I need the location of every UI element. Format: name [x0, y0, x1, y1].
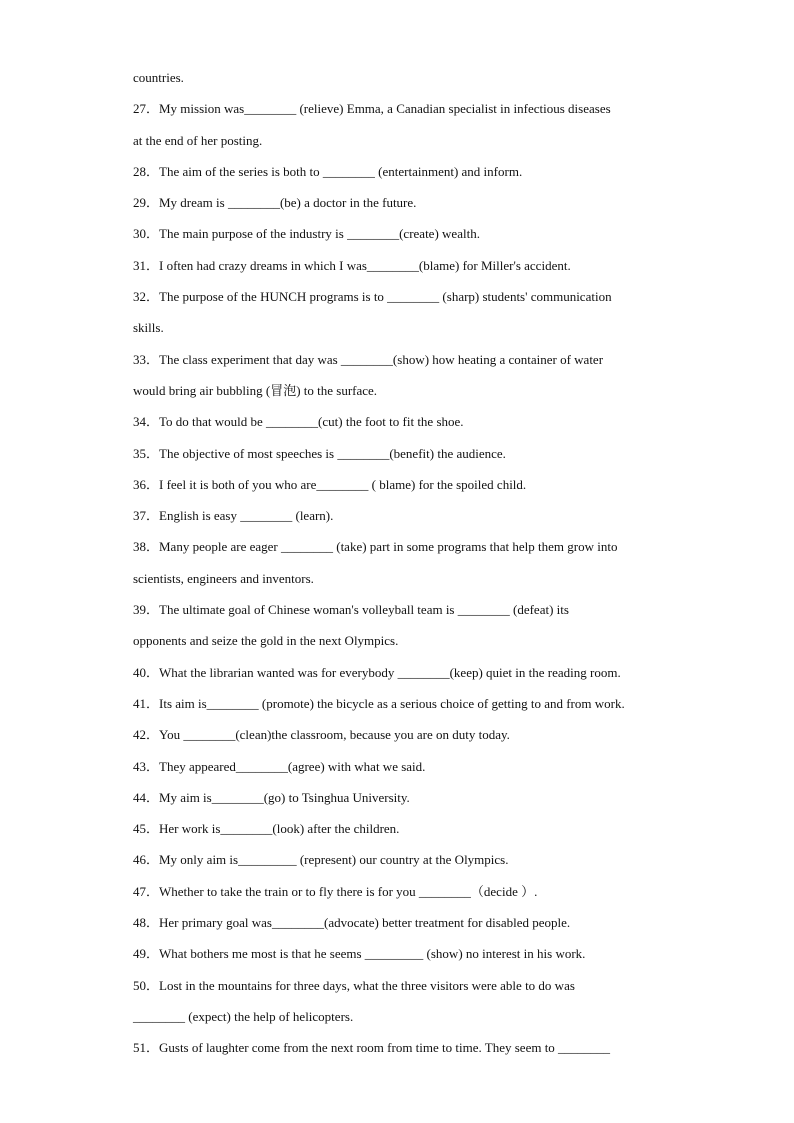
text-line: scientists, engineers and inventors.	[133, 570, 314, 586]
text-line: 40．What the librarian wanted was for everybody ________(keep) quiet in the reading room.	[133, 664, 621, 680]
text-line: 46．My only aim is_________ (represent) our country at the Olympics.	[133, 852, 509, 868]
text-line: at the end of her posting.	[133, 132, 263, 148]
exercise-text	[133, 62, 673, 1064]
text-line: 41．Its aim is________ (promote) the bicycle as a serious choice of getting to and from work.	[133, 695, 625, 711]
text-line: 37．English is easy ________ (learn).	[133, 508, 334, 524]
text-line: 32．The purpose of the HUNCH programs is to ________ (sharp) students' communication	[133, 289, 612, 305]
text-line: 29．My dream is ________(be) a doctor in the future.	[133, 195, 417, 211]
text-line: 43．They appeared________(agree) with what we said.	[133, 758, 426, 774]
text-line: skills.	[133, 320, 164, 336]
text-line: 36．I feel it is both of you who are________ ( blame) for the spoiled child.	[133, 476, 527, 492]
text-line: would bring air bubbling (冒泡) to the surface.	[133, 382, 378, 398]
text-line: 30．The main purpose of the industry is ________(create) wealth.	[133, 226, 480, 242]
text-line: 48．Her primary goal was________(advocate) better treatment for disabled people.	[133, 915, 571, 931]
text-line: 51．Gusts of laughter come from the next room from time to time. They seem to ________	[133, 1040, 611, 1056]
text-line: 50．Lost in the mountains for three days, what the three visitors were able to do was	[133, 977, 575, 993]
text-line: 33．The class experiment that day was ________(show) how heating a container of water	[133, 351, 604, 367]
text-line: 45．Her work is________(look) after the children.	[133, 821, 400, 837]
text-line: 31．I often had crazy dreams in which I was________(blame) for Miller's accident.	[133, 257, 571, 273]
text-line: ________ (expect) the help of helicopters.	[133, 1008, 354, 1024]
text-line: 39．The ultimate goal of Chinese woman's volleyball team is ________ (defeat) its	[133, 602, 569, 618]
text-line: 47．Whether to take the train or to fly there is for you ________（decide ）.	[133, 883, 538, 899]
text-line: 38．Many people are eager ________ (take) part in some programs that help them grow into	[133, 539, 618, 555]
text-line: opponents and seize the gold in the next Olympics.	[133, 633, 399, 649]
text-line: 27．My mission was________ (relieve) Emma, a Canadian specialist in infectious diseases	[133, 101, 611, 117]
text-line: countries.	[133, 70, 184, 85]
text-line: 28．The aim of the series is both to ________ (entertainment) and inform.	[133, 163, 523, 179]
text-line: 34．To do that would be ________(cut) the foot to fit the shoe.	[133, 414, 464, 430]
text-line: 42．You ________(clean)the classroom, because you are on duty today.	[133, 727, 510, 743]
text-line: 44．My aim is________(go) to Tsinghua University.	[133, 789, 410, 805]
text-line: 35．The objective of most speeches is ________(benefit) the audience.	[133, 445, 506, 461]
text-line: 49．What bothers me most is that he seems _________ (show) no interest in his work.	[133, 946, 586, 962]
